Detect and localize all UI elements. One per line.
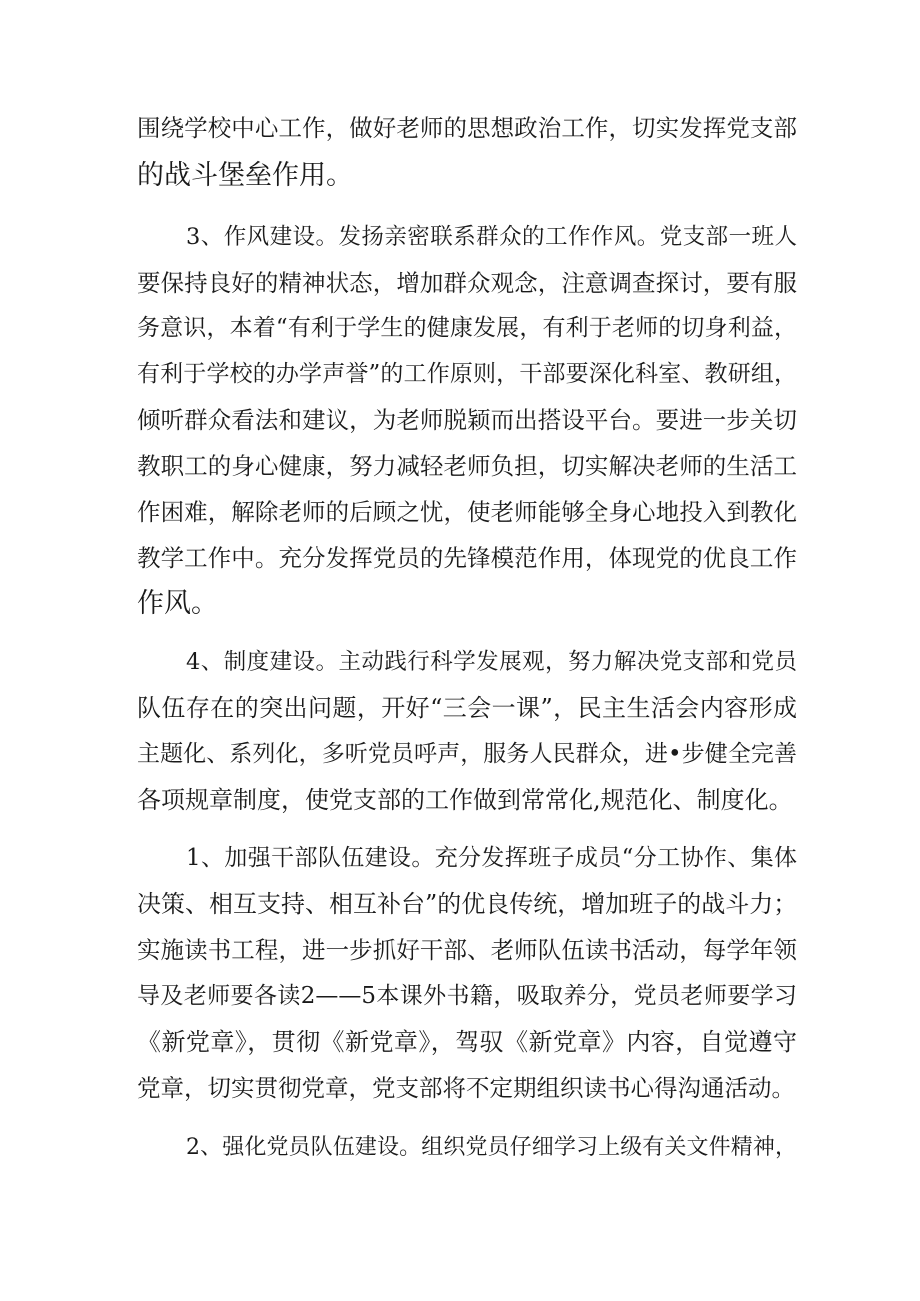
text-line: 2、强化党员队伍建设。组织党员仔细学习上级有关文件精神， — [186, 1135, 797, 1160]
text-line: 要保持良好的精神状态，增加群众观念，注意调查探讨，要有服 — [137, 269, 797, 297]
text-line: 党章，切实贯彻党章，党支部将不定期组织读书心得沟通活动。 — [137, 1074, 795, 1102]
text-line: 围绕学校中心工作，做好老师的思想政治工作，切实发挥党支部 — [137, 114, 797, 142]
text-line: 实施读书工程，进一步抓好干部、老师队伍读书活动，每学年领 — [137, 936, 797, 964]
text-line: 各项规章制度，使党支部的工作做到常常化,规范化、制度化。 — [137, 786, 793, 814]
text-line: 3、作风建设。发扬亲密联系群众的工作作风。党支部一班人 — [186, 224, 797, 250]
text-line: 作风。 — [137, 588, 218, 619]
text-line: 倾听群众看法和建议，为老师脱颖而出搭设平台。要进一步关切 — [137, 406, 797, 434]
text-line: 4、制度建设。主动践行科学发展观，努力解决党支部和党员 — [186, 649, 797, 675]
text-line: 主题化、系列化，多听党员呼声，服务人民群众，进•步健全完善 — [137, 741, 797, 767]
text-line: 教职工的身心健康，努力减轻老师负担，切实解决老师的生活工 — [137, 452, 797, 480]
text-line: 决策、相互支持、相互补台”的优良传统，增加班子的战斗力； — [137, 890, 797, 918]
text-line: 《新党章》，贯彻《新党章》，驾驭《新党章》内容，自觉遵守 — [137, 1028, 797, 1056]
text-line: 1、加强干部队伍建设。充分发挥班子成员“分工协作、集体 — [186, 845, 797, 871]
text-line: 教学工作中。充分发挥党员的先锋模范作用，体现党的优良工作 — [137, 544, 797, 572]
text-line: 作困难，解除老师的后顾之忧，使老师能够全身心地投入到教化 — [137, 498, 797, 526]
text-line: 务意识，本着“有利于学生的健康发展，有利于老师的切身利益， — [137, 315, 797, 341]
text-line: 的战斗堡垒作用。 — [137, 160, 353, 191]
text-line: 导及老师要各读2——5本课外书籍，吸取养分，党员老师要学习 — [137, 983, 797, 1009]
text-line: 有利于学校的办学声誉”的工作原则，干部要深化科室、教研组， — [137, 361, 797, 387]
text-line: 队伍存在的突出问题，开好“三会一课”，民主生活会内容形成 — [137, 694, 797, 722]
